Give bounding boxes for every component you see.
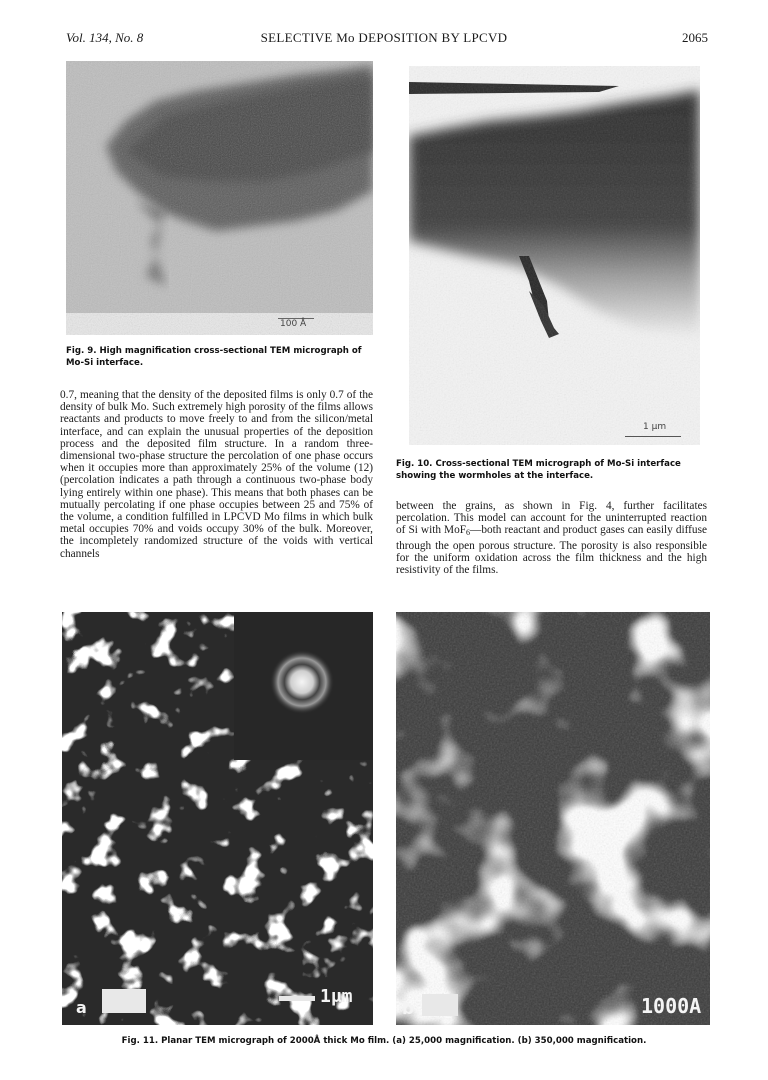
body-right-paragraph bbox=[396, 500, 707, 576]
journal-volume: Vol. 134, No. 8 bbox=[66, 30, 144, 45]
running-title: SELECTIVE Mo DEPOSITION BY LPCVD bbox=[260, 30, 508, 45]
fig9-micrograph bbox=[66, 61, 373, 335]
page-number: 2065 bbox=[682, 30, 708, 45]
fig11b-panel-label: b bbox=[402, 999, 415, 1019]
fig10-micrograph bbox=[409, 66, 700, 445]
fig10-caption: Fig. 10. Cross-sectional TEM micrograph of Mo-Si interface showing the wormholes at the interface. bbox=[396, 459, 681, 481]
fig9-image bbox=[66, 61, 373, 335]
fig11a-panel-label: a bbox=[76, 998, 87, 1017]
fig11b-image bbox=[396, 612, 710, 1025]
fig9-caption: Fig. 9. High magnification cross-sectional TEM micrograph of Mo-Si interface. bbox=[66, 346, 362, 368]
fig11b-scale-label: 1000A bbox=[641, 994, 702, 1018]
body-right-text-post: —both reactant and product gases can easily diffuse through the open porous structure. The porosity is also responsible for the uniform oxidation across the film thickness and the high resistivity of the films. bbox=[396, 524, 707, 577]
body-right-column bbox=[396, 500, 707, 576]
body-left-paragraph: 0.7, meaning that the density of the deposited films is only 0.7 of the density of bulk Mo. Such extremely high porosity of the films allows reactants and products to move freely to and from the silicon/metal interface, and can explain the unusual properties of the deposition process and the deposited film structure. In a random three-dimensional two-phase structure the percolation of one phase occurs when it occupies more than approximately 25% of the volume (12) (percolation indicates a path through a continuous two-phase body lying entirely within one phase). This means that both phases can be mutually percolating if one phase occupies between 25 and 75% of the volume, a condition fulfilled in LPCVD Mo films in which bulk metal occupies 70% and voids occupy 30% of the bulk. Moreover, the incompletely randomized structure of the voids with vertical channels bbox=[60, 389, 373, 560]
fig9-scale-label: 100 Å bbox=[280, 319, 307, 329]
fig10-scale-label: 1 μm bbox=[643, 422, 667, 432]
body-right-text-pre: between the grains, as shown in Fig. 4, further facilitates percolation. This model can account for the uninterrupted reaction of Si with MoF bbox=[396, 500, 707, 537]
fig11b-micrograph bbox=[396, 612, 710, 1025]
fig11-caption: Fig. 11. Planar TEM micrograph of 2000Å thick Mo film. (a) 25,000 magnification. (b) 350,000 magnification. bbox=[121, 1036, 647, 1046]
body-left-column bbox=[60, 389, 373, 560]
fig11a-scale-label: 1μm bbox=[320, 986, 353, 1007]
fig10-image bbox=[409, 66, 700, 445]
body-right-subscript: 6 bbox=[466, 528, 471, 538]
fig11a-micrograph bbox=[62, 612, 373, 1025]
fig10-scale-bar bbox=[625, 436, 681, 437]
fig11a-image bbox=[62, 612, 373, 1025]
